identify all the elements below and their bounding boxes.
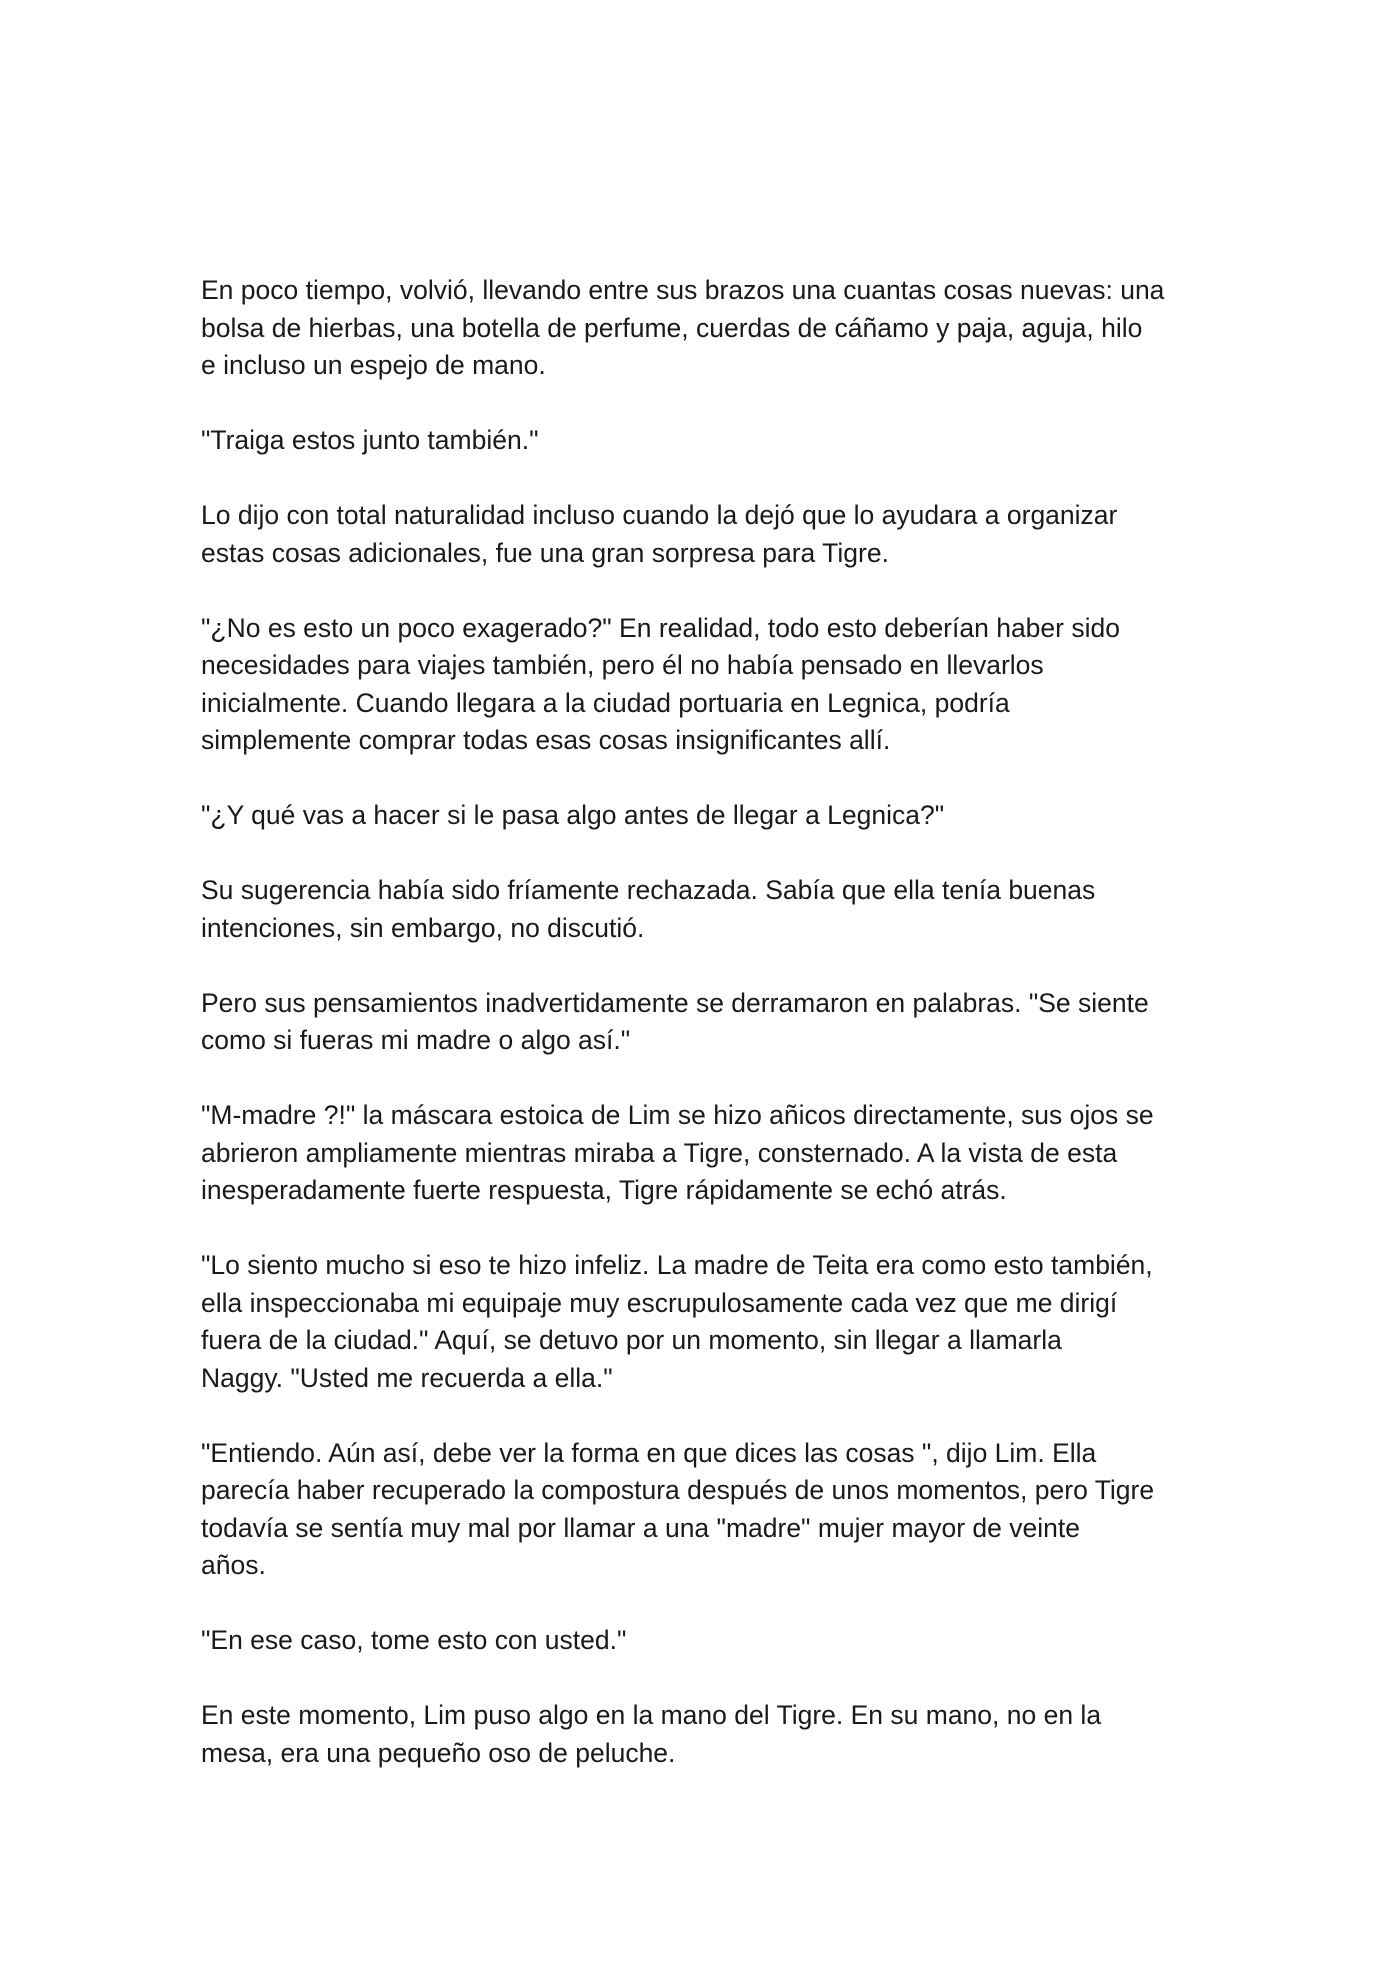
paragraph-11: "En ese caso, tome esto con usted." (201, 1625, 627, 1655)
paragraph-3: Lo dijo con total naturalidad incluso cuando la dejó que lo ayudara a organizar estas cosas adicionales, fue una gran sorpresa para Tigre. (201, 500, 1118, 568)
paragraph-1: En poco tiempo, volvió, llevando entre sus brazos una cuantas cosas nuevas: una bolsa de hierbas, una botella de perfume, cuerdas de cáñamo y paja, aguja, hilo e incluso un espejo de mano. (201, 275, 1165, 380)
paragraph-2: "Traiga estos junto también." (201, 425, 539, 455)
paragraph-9: "Lo siento mucho si eso te hizo infeliz. La madre de Teita era como esto también, ella inspeccionaba mi equipaje muy escrupulosamente cada vez que me dirigí fuera de la ciudad." Aquí, se detuvo por un momento, sin llegar a llamarla Naggy. "Usted me recuerda a ella." (201, 1250, 1153, 1393)
document-body (201, 272, 1221, 1810)
paragraph-5: "¿Y qué vas a hacer si le pasa algo antes de llegar a Legnica?" (201, 800, 945, 830)
paragraph-4: "¿No es esto un poco exagerado?" En realidad, todo esto deberían haber sido necesidades para viajes también, pero él no había pensado en llevarlos inicialmente. Cuando llegara a la ciudad portuaria en Legnica, podría simplemente comprar todas esas cosas insignificantes allí. (201, 612, 1120, 755)
paragraph-12: En este momento, Lim puso algo en la mano del Tigre. En su mano, no en la mesa, era una pequeño oso de peluche. (201, 1700, 1102, 1768)
paragraph-7: Pero sus pensamientos inadvertidamente se derramaron en palabras. "Se siente como si fueras mi madre o algo así." (201, 987, 1149, 1055)
paragraph-10: "Entiendo. Aún así, debe ver la forma en que dices las cosas ", dijo Lim. Ella parecía haber recuperado la compostura después de unos momentos, pero Tigre todavía se sentía muy mal por llamar a una "madre" mujer mayor de veinte años. (201, 1437, 1155, 1580)
paragraph-8: "M-madre ?!" la máscara estoica de Lim se hizo añicos directamente, sus ojos se abrieron ampliamente mientras miraba a Tigre, consternado. A la vista de esta inesperadamente fuerte respuesta, Tigre rápidamente se echó atrás. (201, 1100, 1154, 1205)
paragraph-6: Su sugerencia había sido fríamente rechazada. Sabía que ella tenía buenas intenciones, sin embargo, no discutió. (201, 875, 1096, 943)
